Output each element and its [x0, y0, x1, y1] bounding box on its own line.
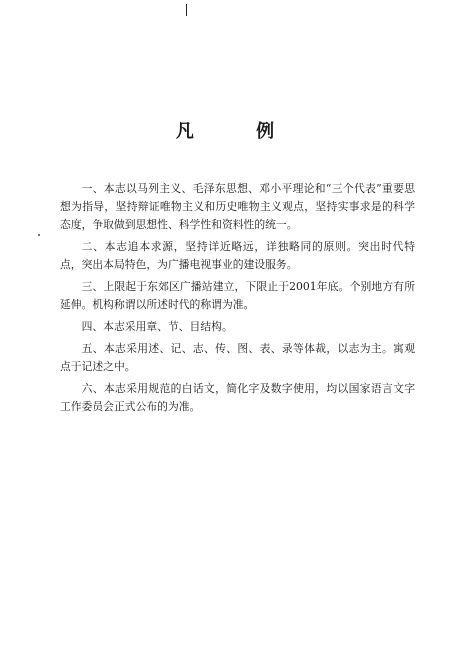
guideline-paragraph-4: 四、本志采用章、节、目结构。 — [81, 320, 233, 333]
guideline-paragraph-1: 一、本志以马列主义、毛泽东思想、邓小平理论和“三个代表”重要思想为指导，坚持辩证唯物主义和历史唯物主义观点，坚持实事求是的科学态度，争取做到思想性、科学性和资料性的统一。 — [60, 182, 415, 231]
guideline-paragraph-2: 二、本志追本求源，坚持详近略远，详独略同的原则。突出时代特点，突出本局特色，为广播电视事业的建设服务。 — [60, 240, 415, 271]
page-title: 凡 例 — [175, 121, 303, 142]
page-edge-mark — [186, 4, 187, 16]
guidelines-body — [60, 180, 415, 420]
guideline-paragraph-5: 五、本志采用述、记、志、传、图、表、录等体裁，以志为主。寓观点于记述之中。 — [60, 342, 415, 373]
guideline-paragraph-6: 六、本志采用规范的白话文，简化字及数字使用，均以国家语言文字工作委员会正式公布的为准。 — [60, 382, 415, 413]
scan-speck — [38, 234, 40, 236]
guideline-paragraph-3: 三、上限起于东郊区广播站建立，下限止于2001年底。个别地方有所延伸。机构称谓以所述时代的称谓为准。 — [60, 280, 415, 311]
